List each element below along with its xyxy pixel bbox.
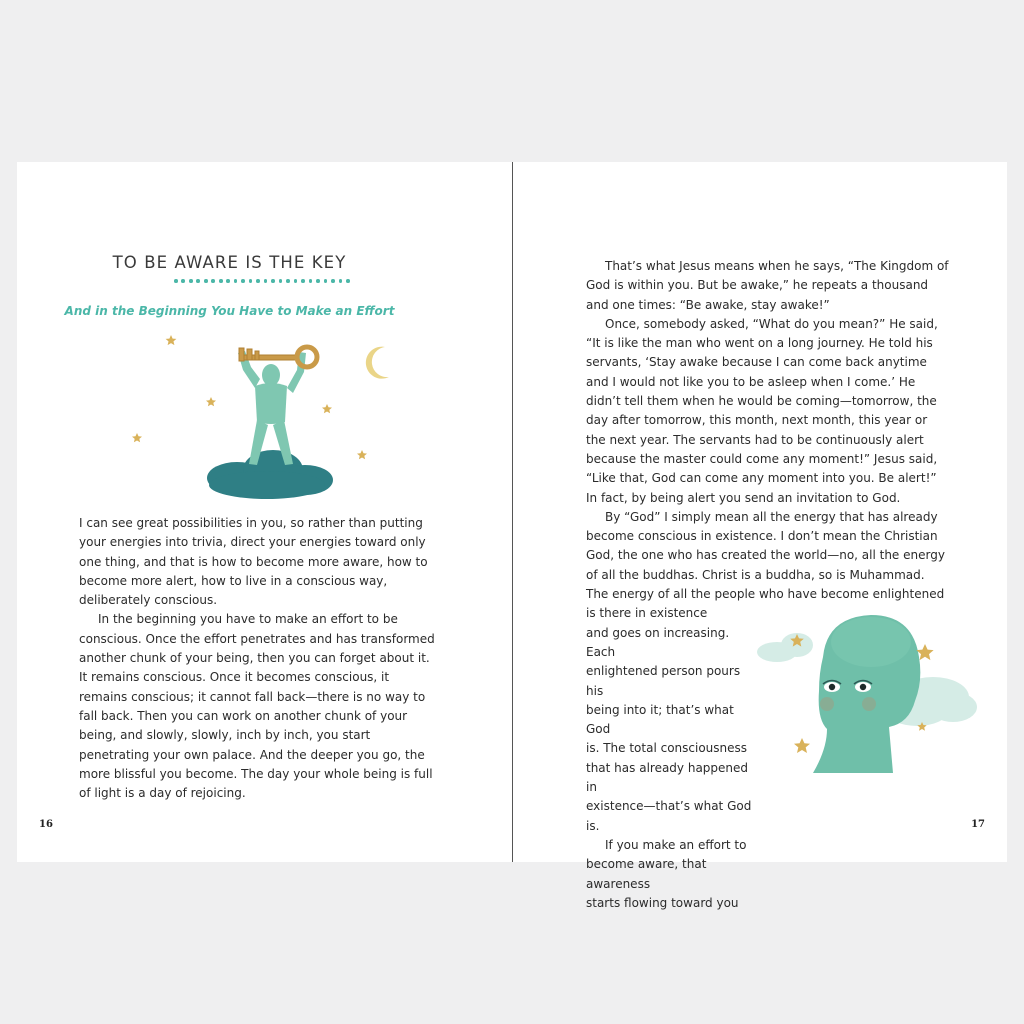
- text-line: starts flowing toward you: [586, 895, 739, 910]
- wrapped-text-beside-illustration: [586, 624, 761, 913]
- left-body-text: [79, 514, 435, 803]
- paragraph: That’s what Jesus means when he says, “The Kingdom of God is within you. But be awake,” he repeats a thousand and one times: “Be awake, stay awake!”: [586, 259, 949, 312]
- star-icon: [322, 404, 332, 413]
- star-icon: [357, 450, 367, 459]
- moon-icon: [366, 347, 389, 379]
- star-icon: [132, 433, 142, 442]
- text-line: become aware, that awareness: [586, 857, 707, 891]
- man-on-cloud-holding-key-icon: [127, 330, 397, 505]
- star-icon: [206, 397, 216, 406]
- paragraph: By “God” I simply mean all the energy that has already become conscious in existence. I don’t mean the Christian God, the one who has created the world—no, all the energy of all the buddhas. Christ is a buddha, so is Muhammad. The energy of all the people who have become enlightened is there in existence: [586, 509, 945, 621]
- right-body-text: [586, 257, 950, 913]
- book-spread: [17, 162, 1007, 910]
- text-line: is. The total consciousness: [586, 741, 748, 756]
- text-line: that has already happened in: [586, 760, 749, 795]
- page-number: 16: [39, 819, 53, 830]
- star-icon: [794, 738, 810, 753]
- text-line: enlightened person pours his: [586, 664, 741, 698]
- chapter-subheading: And in the Beginning You Have to Make an Effort: [64, 304, 395, 318]
- heading-dot-divider: [174, 279, 350, 283]
- text-line: existence—that’s what God is.: [586, 799, 752, 833]
- right-page: [513, 162, 1007, 910]
- text-line: and goes on increasing. Each: [586, 625, 730, 659]
- paragraph: In the beginning you have to make an effort to be conscious. Once the effort penetrates and has transformed another chunk of your being, then you can forget about it. It remains conscious. Once it becomes conscious, it remains conscious; it cannot fall back—there is no way to fall back. Then you can work on another chunk of your being, and slowly, slowly, inch by inch, you start penetrating your own palace. And the deeper you go, the more blissful you become. The day your whole being is full of light is a day of rejoicing.: [79, 612, 435, 801]
- paragraph: I can see great possibilities in you, so rather than putting your energies into trivia, direct your energies toward only one thing, and that is how to become more aware, how to become more alert, how to live in a conscious way, deliberately conscious.: [79, 516, 428, 608]
- chapter-heading: TO BE AWARE IS THE KEY: [112, 253, 347, 272]
- left-page: [17, 162, 512, 862]
- head-among-clouds-icon: [757, 612, 977, 777]
- paragraph: Once, somebody asked, “What do you mean?” He said, “It is like the man who went on a long journey. He told his servants, ‘Stay awake because I can come back anytime and I would not like you to be asleep when I come.’ He didn’t tell them when he would be coming—tomorrow, the day after tomorrow, this month, next month, this year or the next year. The servants had to be continuously alert because the master could come any moment!” Jesus said, “Like that, God can come any moment into you. Be alert!” In fact, by being alert you send an invitation to God.: [586, 316, 938, 505]
- page-number: 17: [971, 819, 985, 830]
- star-icon: [166, 335, 177, 345]
- text-line: being into it; that’s what God: [586, 702, 734, 737]
- text-line: If you make an effort to: [605, 837, 747, 852]
